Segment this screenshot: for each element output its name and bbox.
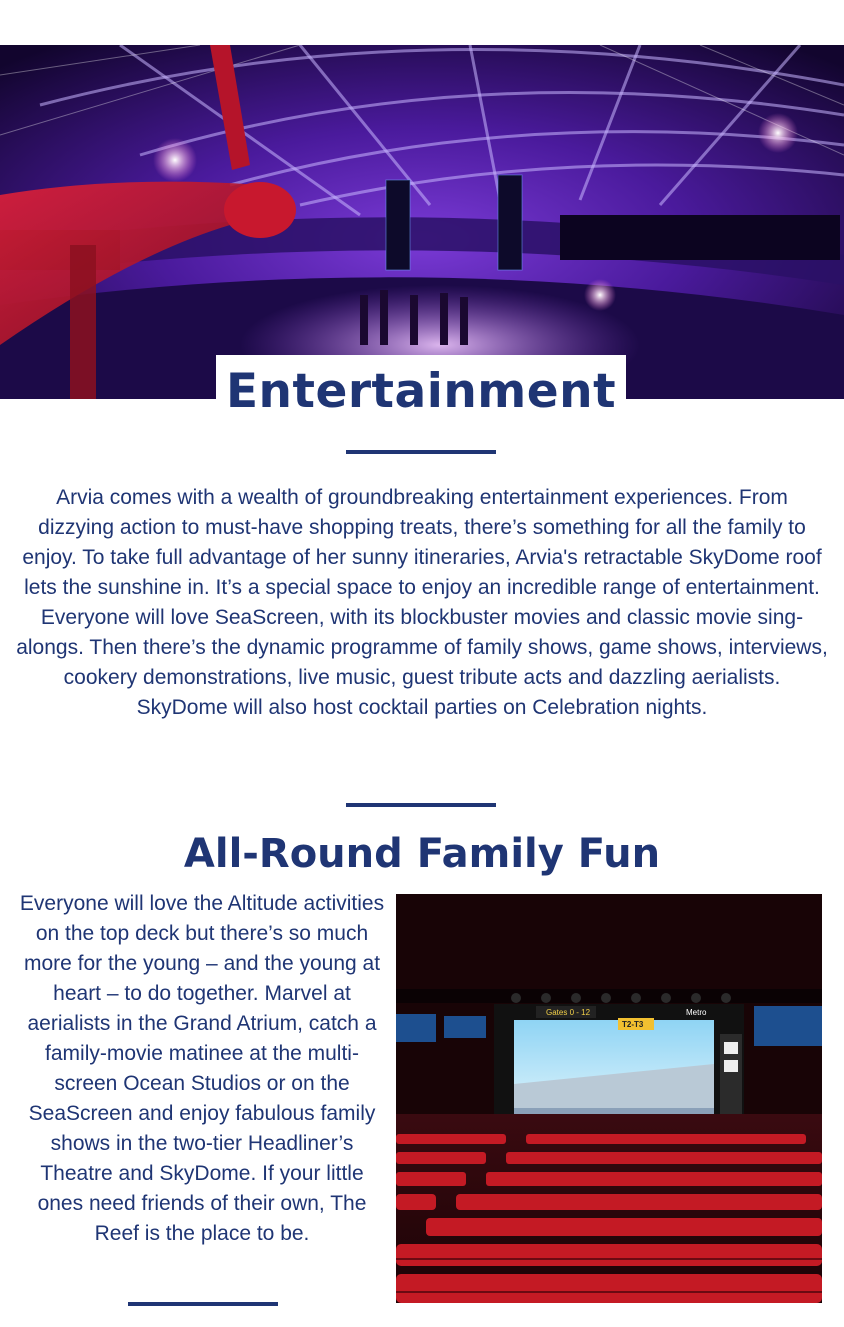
terminal-sign: T2-T3 [622, 1020, 644, 1029]
skydome-hero-image [0, 45, 844, 399]
gates-sign: Gates 0 - 12 [546, 1008, 591, 1017]
family-divider [128, 1302, 278, 1306]
theatre-image [396, 894, 822, 1303]
entertainment-title-box [216, 355, 626, 427]
metro-sign: Metro [686, 1008, 707, 1017]
title-divider [346, 450, 496, 454]
section-divider [346, 803, 496, 807]
entertainment-body: Arvia comes with a wealth of groundbreaking entertainment experiences. From dizzying action to must-have shopping treats, there’s something for all the family to enjoy. To take full advantage of her sunny itineraries, Arvia's retractable SkyDome roof lets the sunshine in. It’s a special space to enjoy an incredible range of entertainment. Everyone will love SeaScreen, with its blockbuster movies and classic movie sing-alongs. Then there’s the dynamic programme of family shows, game shows, interviews, cookery demonstrations, live music, guest tribute acts and dazzling aerialists. SkyDome will also host cocktail parties on Celebration nights. [16, 486, 828, 719]
family-fun-body: Everyone will love the Altitude activities on the top deck but there’s so much more for the young – and the young at heart – to do together. Marvel at aerialists in the Grand Atrium, catch a family-movie matinee at the multi-screen Ocean Studios or on the SeaScreen and enjoy fabulous family shows in the two-tier Headliner’s Theatre and SkyDome. If your little ones need friends of their own, The Reef is the place to be. [19, 892, 385, 1245]
entertainment-title: Entertainment [225, 363, 617, 419]
family-fun-title: All-Round Family Fun [183, 831, 661, 877]
